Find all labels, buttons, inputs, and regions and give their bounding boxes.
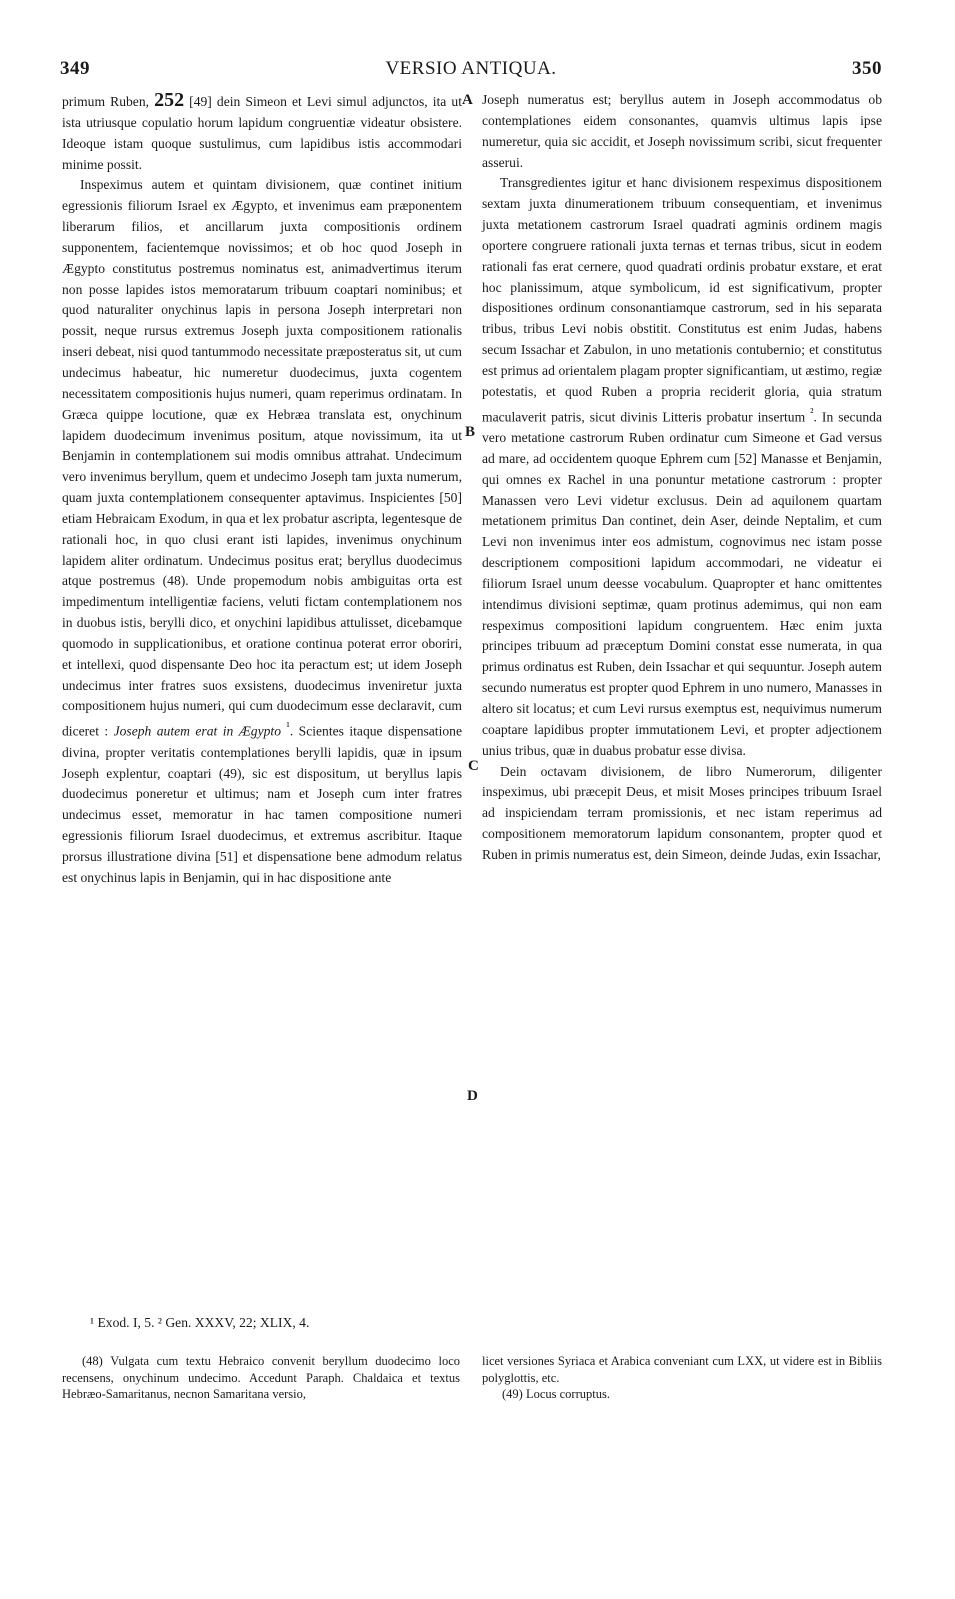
- running-header: [60, 58, 882, 84]
- margin-letter-a: A: [462, 92, 473, 108]
- left-p1-text-a: primum Ruben,: [62, 94, 150, 109]
- right-paragraph-2: [482, 173, 882, 761]
- note-48-continued: licet versiones Syriaca et Arabica conveniant cum LXX, ut videre est in Bibliis polyglottis, etc.: [482, 1354, 882, 1385]
- left-p2-text-b: . Scientes itaque dispensatione divina, propter veritatis contemplationes berylli lapidis, quæ in ipsum Joseph explentur, coaptari (49), sic est dispositum, ut beryllus lapis duodecimus poneretur et ultimus; nam et Joseph cum inter fratres undecimus esset, memoratur in hac tamen compositione numeri egressionis filiorum Israel duodecimus, et extremus ascribitur. Itaque prorsus illustratione divina [51] et dispensatione bene admodum relatus est onychinus lapis in Benjamin, qui in hac dispositione ante: [62, 723, 462, 885]
- footnote-ref-2: ²: [810, 406, 814, 419]
- left-paragraph-1: [62, 90, 462, 175]
- right-paragraph-1: Joseph numeratus est; beryllus autem in Joseph accommodatus ob contemplationes eidem consonantes, quamvis ultimus lapis ipse numeretur, quia sic accidit, et Joseph novissimum scribi, sicut frequenter asserui.: [482, 92, 882, 170]
- scripture-quote: Joseph autem erat in Ægypto: [113, 723, 281, 739]
- margin-letter-b: B: [465, 424, 476, 440]
- left-p1-text-b: [49] dein Simeon et Levi simul adjunctos, ita ut ista utriusque copulatio horum lapidum congruentiæ videatur obsistere. Ideoque istam quoque sustulimus, cum lapidibus istis accommodari minime possit.: [62, 94, 462, 172]
- left-paragraph-2: [62, 175, 462, 888]
- footnote-ref-1: ¹: [286, 721, 290, 734]
- page-number-left: 349: [60, 58, 90, 79]
- notes-right: [482, 1353, 882, 1403]
- scripture-footnotes: ¹ Exod. I, 5. ² Gen. XXXV, 22; XLIX, 4.: [90, 1315, 310, 1330]
- margin-letter-d: D: [467, 1088, 478, 1104]
- notes-left: [62, 1353, 460, 1403]
- margin-letter-c: C: [468, 758, 479, 774]
- note-49: (49) Locus corruptus.: [502, 1387, 610, 1401]
- column-number-marker: 252: [154, 89, 185, 111]
- right-paragraph-3: Dein octavam divisionem, de libro Numerorum, diligenter inspeximus, ubi præcepit Deus, et misit Moses principes tribuum Israel ad inspiciendam terram promissionis, et nec istam reperimus ad compositionem memoratorum lapidum consonantem, propter quod et Ruben in primis numeratus est, dein Simeon, deinde Judas, exin Issachar,: [482, 763, 882, 862]
- right-p2-text-a: Transgredientes igitur et hanc divisionem respeximus dispositionem sextam juxta dinumerationem tribuum consequentiam, et invenimus juxta metationem castrorum Israel quadrati agminis ordinem magis oportere congruere rationali juxta ternas et ternas tribus, sicut in eodem rationali fas erat cernere, quod quadrati ordinis probatur exstare, et erat hoc planissimum, atque symbolicum, id est significativum, propter dispositiones ordinum consonantiamque castrorum, sed in his separata tribus, tribus Levi nobis obstitit. Constitutus est enim Judas, habens secum Issachar et Zabulon, in uno metationis contubernio; et constitutus est primus ad orientalem plagam propter significantiam, ut æstimo, regiæ potestatis, et quod Ruben a propria reciderit gloria, quia stratum maculaverit patris, sicut divinis Litteris probatur insertum: [482, 175, 882, 425]
- page-number-right: 350: [852, 58, 882, 79]
- running-title: VERSIO ANTIQUA.: [385, 58, 557, 79]
- left-column: [62, 90, 462, 889]
- left-p2-text-a: Inspeximus autem et quintam divisionem, quæ continet initium egressionis filiorum Israel ex Ægypto, et invenimus eam præponentem liberarum filios, et ancillarum juxta compositionis ordinem supponentem, facientemque novissimos; et ob hoc quod Joseph in Ægypto constitutus postremus nominatus est, animadvertimus iterum non posse lapides istos memoratarum tribuum coaptari nominibus; et quod naturaliter onychinus lapis in persona Joseph interpretari non possit, neque rursus extremus Joseph juxta compositionem rationalis inseri debeat, nisi quod tantummodo necessitate præposteratus sit, ut cum undecimus habeatur, hic numeretur duodecimus, juxta cogentem necessitatem compositionis hujus numeri, quam reperimus ordinatam. In Græca quippe locutione, quæ ex Hebræa translata est, onychinum lapidem duodecimum invenimus positum, atque novissimum, ita ut Benjamin in contemplationem sui modis omnibus attrahat. Undecimum vero invenimus beryllum, quem et undecimo Joseph tam juxta numerum, quam juxta contemplationem consequenter aptavimus. Inspicientes [50] etiam Hebraicam Exodum, in qua et lex probatur ascripta, legentesque de rationali hoc, in quo clusi erant isti lapides, invenimus onychinum lapidem aliter ordinatum. Undecimus positus erat; beryllus duodecimus atque postremus (48). Unde propemodum nobis ambiguitas orta est impedimentum intelligentiæ faciens, veluti fictam contemplationem nos in duobus istis, berylli dico, et onychini lapidibus attulisset, dicebamque quomodo in supplicationibus, et oratione continua poterat error oboriri, et intellexi, quod dispensante Deo hoc ita peractum est; ut idem Joseph undecimus inter fratres suos exsistens, duodecimus inveniretur juxta compositionem hujus numeri, qui cum duodecimum esse declaravit, cum diceret :: [62, 177, 462, 739]
- right-column: [482, 90, 882, 866]
- note-48: (48) Vulgata cum textu Hebraico convenit beryllum duodecimo loco recensens, onychinum undecimo. Accedunt Paraph. Chaldaica et textus Hebræo-Samaritanus, necnon Samaritana versio,: [62, 1354, 460, 1401]
- right-p2-text-b: . In secunda vero metatione castrorum Ruben ordinatur cum Simeone et Gad versus ad mare, ad occidentem quoque Ephrem cum [52] Manasse et Benjamin, qui omnes ex Rachel in una ponuntur metatione castrorum : propter Manassen vero Levi videtur exclusus. Dein ad aquilonem quartam metationem primitus Dan continet, dein Aser, deinde Neptalim, et cum Levi non invenimus inter eos admistum, cognovimus nec istam posse descriptionem compositioni lapidum accommodari, ne videatur ei filiorum Israel unum deesse vocabulum. Quapropter et hanc omittentes intendimus divisioni septimæ, quam protinus ademimus, qui non eam respeximus compositioni lapidum congruentem. Hæc enim juxta principes tribuum ad præceptum Domini constat esse numerata, in qua primus ordinatus est Ruben, dein Issachar et qui sequuntur. Joseph autem secundo numeratus est propter quod Ephrem in uno numero, Manasses in altero sit locatus; et cum Levi rursus exemptus est, nequivimus numerum coaptare lapidibus propter immutationem Levi, et propter adjectionem unius tribus, quæ in duabus probatur esse divisa.: [482, 409, 882, 758]
